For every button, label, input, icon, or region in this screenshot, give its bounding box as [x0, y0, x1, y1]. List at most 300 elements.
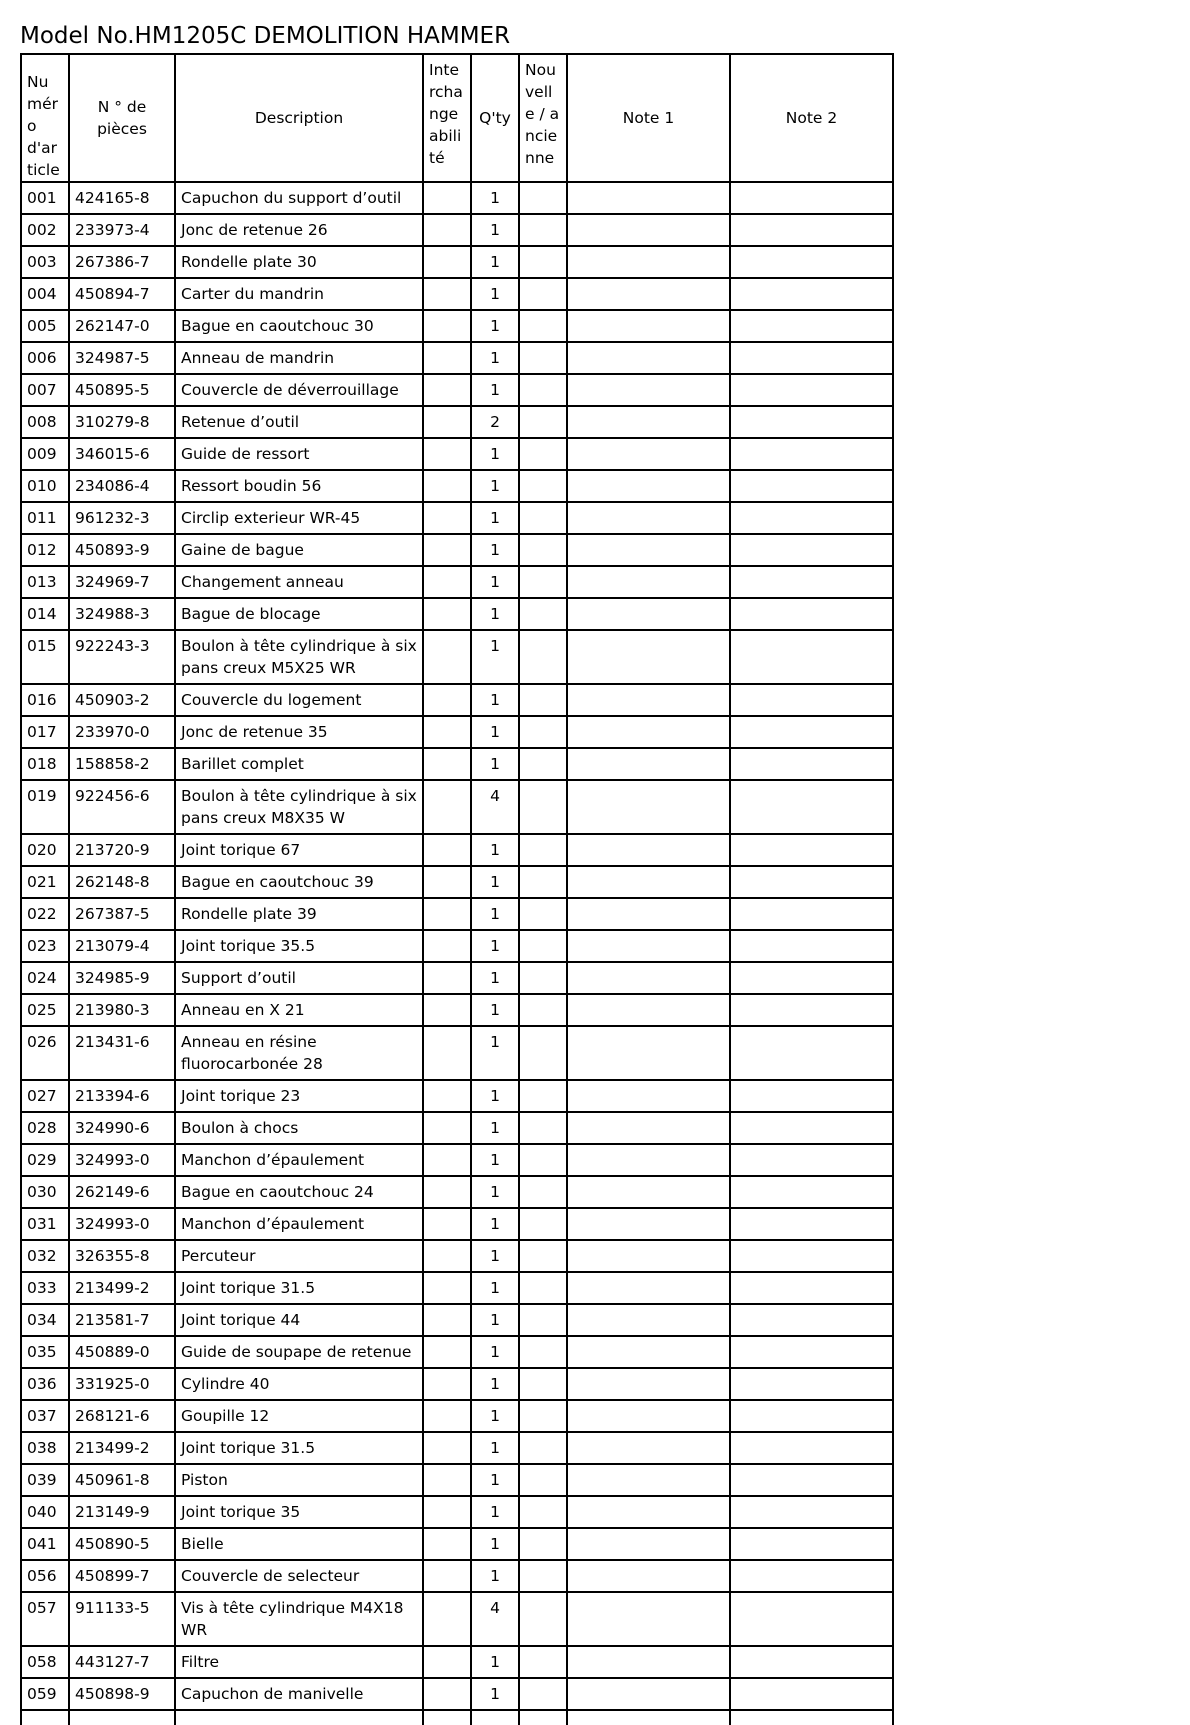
- table-row: [21, 1336, 893, 1368]
- note1-cell: [567, 1272, 730, 1304]
- item-no-cell: 020: [21, 834, 69, 866]
- part-no-cell: 450894-7: [69, 278, 175, 310]
- qty-cell: 1: [471, 1208, 519, 1240]
- header-row: [21, 54, 893, 182]
- table-row: [21, 1304, 893, 1336]
- interchangeability-cell: [423, 994, 471, 1026]
- note2-cell: [730, 342, 893, 374]
- new-old-cell: [519, 930, 567, 962]
- table-row: [21, 930, 893, 962]
- note2-cell: [730, 994, 893, 1026]
- note1-cell: [567, 1080, 730, 1112]
- qty-cell: 4: [471, 780, 519, 834]
- interchangeability-cell: [423, 1208, 471, 1240]
- qty-cell: 1: [471, 1304, 519, 1336]
- table-row: [21, 962, 893, 994]
- note2-cell: [730, 1240, 893, 1272]
- qty-cell: 1: [471, 470, 519, 502]
- qty-cell: 1: [471, 1528, 519, 1560]
- part-no-cell: 443127-7: [69, 1646, 175, 1678]
- qty-cell: 1: [471, 502, 519, 534]
- description-cell: Filtre: [175, 1646, 423, 1678]
- qty-cell: 1: [471, 246, 519, 278]
- item-no-cell: 012: [21, 534, 69, 566]
- note2-cell: [730, 1112, 893, 1144]
- interchangeability-cell: [423, 1144, 471, 1176]
- note1-cell: [567, 684, 730, 716]
- description-cell: Retenue d’outil: [175, 406, 423, 438]
- qty-cell: 1: [471, 566, 519, 598]
- table-row: [21, 1400, 893, 1432]
- part-no-cell: 268121-6: [69, 1400, 175, 1432]
- note2-cell: [730, 1304, 893, 1336]
- part-no-cell: 213499-2: [69, 1272, 175, 1304]
- item-no-cell: 034: [21, 1304, 69, 1336]
- note1-cell: [567, 438, 730, 470]
- new-old-cell: [519, 866, 567, 898]
- qty-cell: 1: [471, 1646, 519, 1678]
- item-no-cell: 024: [21, 962, 69, 994]
- table-row: [21, 1026, 893, 1080]
- interchangeability-cell: [423, 834, 471, 866]
- item-no-cell: 013: [21, 566, 69, 598]
- item-no-cell: 035: [21, 1336, 69, 1368]
- interchangeability-cell: [423, 534, 471, 566]
- part-no-cell: 158858-2: [69, 748, 175, 780]
- interchangeability-cell: [423, 1336, 471, 1368]
- table-row: [21, 1208, 893, 1240]
- qty-cell: 1: [471, 930, 519, 962]
- qty-cell: 1: [471, 898, 519, 930]
- qty-cell: 1: [471, 182, 519, 214]
- description-cell: Support d’outil: [175, 962, 423, 994]
- part-no-cell: 450899-7: [69, 1560, 175, 1592]
- new-old-cell: [519, 1464, 567, 1496]
- table-row: [21, 898, 893, 930]
- note1-cell: [567, 962, 730, 994]
- item-no-cell: 011: [21, 502, 69, 534]
- part-no-cell: 310279-8: [69, 406, 175, 438]
- item-no-cell: 017: [21, 716, 69, 748]
- interchangeability-cell: [423, 898, 471, 930]
- item-no-cell: 036: [21, 1368, 69, 1400]
- interchangeability-cell: [423, 866, 471, 898]
- note1-cell: [567, 1646, 730, 1678]
- note2-cell: [730, 834, 893, 866]
- part-no-cell: 450961-8: [69, 1464, 175, 1496]
- description-cell: Percuteur: [175, 1240, 423, 1272]
- interchangeability-cell: [423, 438, 471, 470]
- new-old-cell: [519, 630, 567, 684]
- note2-cell: [730, 1368, 893, 1400]
- item-no-cell: 031: [21, 1208, 69, 1240]
- interchangeability-cell: [423, 502, 471, 534]
- note1-cell: [567, 182, 730, 214]
- note1-cell: [567, 930, 730, 962]
- qty-cell: 1: [471, 342, 519, 374]
- interchangeability-cell: [423, 748, 471, 780]
- new-old-cell: [519, 1400, 567, 1432]
- part-no-cell: 450893-9: [69, 534, 175, 566]
- qty-cell: 1: [471, 1336, 519, 1368]
- part-no-cell: 922456-6: [69, 780, 175, 834]
- note1-cell: [567, 716, 730, 748]
- table-row: [21, 1144, 893, 1176]
- note1-cell: [567, 1304, 730, 1336]
- interchangeability-cell: [423, 1528, 471, 1560]
- table-row: [21, 1080, 893, 1112]
- item-no-cell: 005: [21, 310, 69, 342]
- note1-cell: [567, 1528, 730, 1560]
- table-row: [21, 1368, 893, 1400]
- note2-cell: [730, 310, 893, 342]
- description-cell: Capuchon du support d’outil: [175, 182, 423, 214]
- description-cell: Manchon d’épaulement: [175, 1144, 423, 1176]
- new-old-cell: [519, 1112, 567, 1144]
- part-no-cell: 213079-4: [69, 930, 175, 962]
- note1-cell: [567, 1208, 730, 1240]
- item-no-cell: 025: [21, 994, 69, 1026]
- table-row: [21, 1592, 893, 1646]
- item-no-cell: 010: [21, 470, 69, 502]
- empty-cell: [69, 1710, 175, 1725]
- header-note1: Note 1: [567, 54, 730, 182]
- qty-cell: 1: [471, 834, 519, 866]
- table-row: [21, 1646, 893, 1678]
- description-cell: Boulon à chocs: [175, 1112, 423, 1144]
- interchangeability-cell: [423, 470, 471, 502]
- note1-cell: [567, 1176, 730, 1208]
- new-old-cell: [519, 342, 567, 374]
- interchangeability-cell: [423, 246, 471, 278]
- document-title: Model No.HM1205C DEMOLITION HAMMER: [20, 23, 511, 49]
- note2-cell: [730, 1560, 893, 1592]
- note2-cell: [730, 962, 893, 994]
- qty-cell: 1: [471, 1272, 519, 1304]
- description-cell: Vis à tête cylindrique M4X18 WR: [175, 1592, 423, 1646]
- item-no-cell: 003: [21, 246, 69, 278]
- item-no-cell: 056: [21, 1560, 69, 1592]
- item-no-cell: 040: [21, 1496, 69, 1528]
- new-old-cell: [519, 470, 567, 502]
- qty-cell: 1: [471, 1240, 519, 1272]
- note2-cell: [730, 470, 893, 502]
- part-no-cell: 234086-4: [69, 470, 175, 502]
- note2-cell: [730, 898, 893, 930]
- table-row: [21, 214, 893, 246]
- header-description: Description: [175, 54, 423, 182]
- item-no-cell: 015: [21, 630, 69, 684]
- part-no-cell: 262148-8: [69, 866, 175, 898]
- table-row: [21, 994, 893, 1026]
- interchangeability-cell: [423, 1240, 471, 1272]
- note2-cell: [730, 1528, 893, 1560]
- interchangeability-cell: [423, 182, 471, 214]
- new-old-cell: [519, 834, 567, 866]
- note1-cell: [567, 748, 730, 780]
- description-cell: Changement anneau: [175, 566, 423, 598]
- note1-cell: [567, 502, 730, 534]
- new-old-cell: [519, 1026, 567, 1080]
- qty-cell: 1: [471, 1464, 519, 1496]
- note1-cell: [567, 406, 730, 438]
- item-no-cell: 006: [21, 342, 69, 374]
- description-cell: Bague en caoutchouc 39: [175, 866, 423, 898]
- note2-cell: [730, 866, 893, 898]
- description-cell: Guide de soupape de retenue: [175, 1336, 423, 1368]
- interchangeability-cell: [423, 1368, 471, 1400]
- new-old-cell: [519, 1592, 567, 1646]
- new-old-cell: [519, 1368, 567, 1400]
- description-cell: Barillet complet: [175, 748, 423, 780]
- qty-cell: 1: [471, 534, 519, 566]
- item-no-cell: 032: [21, 1240, 69, 1272]
- new-old-cell: [519, 994, 567, 1026]
- item-no-cell: 023: [21, 930, 69, 962]
- interchangeability-cell: [423, 1026, 471, 1080]
- description-cell: Anneau en X 21: [175, 994, 423, 1026]
- note2-cell: [730, 214, 893, 246]
- new-old-cell: [519, 182, 567, 214]
- qty-cell: 1: [471, 748, 519, 780]
- qty-cell: 1: [471, 1432, 519, 1464]
- part-no-cell: 450895-5: [69, 374, 175, 406]
- part-no-cell: 450903-2: [69, 684, 175, 716]
- qty-cell: 1: [471, 630, 519, 684]
- part-no-cell: 324993-0: [69, 1144, 175, 1176]
- item-no-cell: 029: [21, 1144, 69, 1176]
- interchangeability-cell: [423, 1272, 471, 1304]
- description-cell: Joint torique 35.5: [175, 930, 423, 962]
- description-cell: Jonc de retenue 26: [175, 214, 423, 246]
- description-cell: Bague de blocage: [175, 598, 423, 630]
- note1-cell: [567, 1368, 730, 1400]
- description-cell: Circlip exterieur WR-45: [175, 502, 423, 534]
- interchangeability-cell: [423, 1304, 471, 1336]
- new-old-cell: [519, 780, 567, 834]
- note2-cell: [730, 534, 893, 566]
- table-row: [21, 1176, 893, 1208]
- interchangeability-cell: [423, 214, 471, 246]
- table-row: [21, 566, 893, 598]
- note2-cell: [730, 1026, 893, 1080]
- item-no-cell: 028: [21, 1112, 69, 1144]
- new-old-cell: [519, 1336, 567, 1368]
- note2-cell: [730, 1336, 893, 1368]
- note1-cell: [567, 598, 730, 630]
- table-row: [21, 406, 893, 438]
- note1-cell: [567, 1560, 730, 1592]
- note2-cell: [730, 406, 893, 438]
- description-cell: Capuchon de manivelle: [175, 1678, 423, 1710]
- description-cell: Anneau en résine fluorocarbonée 28: [175, 1026, 423, 1080]
- table-row: [21, 630, 893, 684]
- item-no-cell: 001: [21, 182, 69, 214]
- interchangeability-cell: [423, 684, 471, 716]
- note1-cell: [567, 1496, 730, 1528]
- qty-cell: 1: [471, 1400, 519, 1432]
- new-old-cell: [519, 898, 567, 930]
- table-row: [21, 182, 893, 214]
- table-row: [21, 1560, 893, 1592]
- part-no-cell: 324993-0: [69, 1208, 175, 1240]
- description-cell: Couvercle de selecteur: [175, 1560, 423, 1592]
- item-no-cell: 038: [21, 1432, 69, 1464]
- part-no-cell: 213581-7: [69, 1304, 175, 1336]
- description-cell: Gaine de bague: [175, 534, 423, 566]
- note2-cell: [730, 502, 893, 534]
- new-old-cell: [519, 1528, 567, 1560]
- qty-cell: 1: [471, 598, 519, 630]
- note2-cell: [730, 930, 893, 962]
- header-interchangeability: Interchangeabilité: [423, 54, 471, 182]
- interchangeability-cell: [423, 1496, 471, 1528]
- new-old-cell: [519, 962, 567, 994]
- part-no-cell: 324985-9: [69, 962, 175, 994]
- interchangeability-cell: [423, 630, 471, 684]
- note1-cell: [567, 630, 730, 684]
- item-no-cell: 016: [21, 684, 69, 716]
- note2-cell: [730, 780, 893, 834]
- description-cell: Guide de ressort: [175, 438, 423, 470]
- note2-cell: [730, 1646, 893, 1678]
- empty-cell: [567, 1710, 730, 1725]
- item-no-cell: 030: [21, 1176, 69, 1208]
- note1-cell: [567, 470, 730, 502]
- header-item-no: Numéro d'article: [21, 54, 69, 182]
- item-no-cell: 014: [21, 598, 69, 630]
- item-no-cell: 008: [21, 406, 69, 438]
- new-old-cell: [519, 214, 567, 246]
- part-no-cell: 213499-2: [69, 1432, 175, 1464]
- table-row: [21, 1528, 893, 1560]
- interchangeability-cell: [423, 1592, 471, 1646]
- description-cell: Boulon à tête cylindrique à six pans creux M8X35 W: [175, 780, 423, 834]
- part-no-cell: 346015-6: [69, 438, 175, 470]
- description-cell: Joint torique 67: [175, 834, 423, 866]
- note1-cell: [567, 374, 730, 406]
- empty-cell: [471, 1710, 519, 1725]
- interchangeability-cell: [423, 598, 471, 630]
- note2-cell: [730, 1592, 893, 1646]
- table-row: [21, 684, 893, 716]
- qty-cell: 1: [471, 962, 519, 994]
- item-no-cell: 022: [21, 898, 69, 930]
- description-cell: Couvercle du logement: [175, 684, 423, 716]
- item-no-cell: 057: [21, 1592, 69, 1646]
- table-row: [21, 246, 893, 278]
- new-old-cell: [519, 598, 567, 630]
- empty-cell: [423, 1710, 471, 1725]
- table-row: [21, 278, 893, 310]
- new-old-cell: [519, 1272, 567, 1304]
- table-row: [21, 502, 893, 534]
- qty-cell: 1: [471, 1112, 519, 1144]
- part-no-cell: 324969-7: [69, 566, 175, 598]
- description-cell: Goupille 12: [175, 1400, 423, 1432]
- note2-cell: [730, 182, 893, 214]
- empty-cell: [730, 1710, 893, 1725]
- note1-cell: [567, 1240, 730, 1272]
- table-row: [21, 1432, 893, 1464]
- qty-cell: 1: [471, 684, 519, 716]
- part-no-cell: 213149-9: [69, 1496, 175, 1528]
- note2-cell: [730, 278, 893, 310]
- part-no-cell: 213720-9: [69, 834, 175, 866]
- table-row: [21, 374, 893, 406]
- note2-cell: [730, 374, 893, 406]
- interchangeability-cell: [423, 1176, 471, 1208]
- note2-cell: [730, 246, 893, 278]
- item-no-cell: 033: [21, 1272, 69, 1304]
- qty-cell: 1: [471, 214, 519, 246]
- interchangeability-cell: [423, 1560, 471, 1592]
- qty-cell: 1: [471, 1176, 519, 1208]
- new-old-cell: [519, 716, 567, 748]
- parts-table: [20, 53, 894, 1725]
- note1-cell: [567, 534, 730, 566]
- item-no-cell: 037: [21, 1400, 69, 1432]
- new-old-cell: [519, 438, 567, 470]
- table-row: [21, 470, 893, 502]
- item-no-cell: 002: [21, 214, 69, 246]
- description-cell: Manchon d’épaulement: [175, 1208, 423, 1240]
- table-row: [21, 1112, 893, 1144]
- item-no-cell: 059: [21, 1678, 69, 1710]
- interchangeability-cell: [423, 406, 471, 438]
- interchangeability-cell: [423, 1400, 471, 1432]
- interchangeability-cell: [423, 962, 471, 994]
- qty-cell: 4: [471, 1592, 519, 1646]
- table-row: [21, 438, 893, 470]
- table-row: [21, 716, 893, 748]
- new-old-cell: [519, 1176, 567, 1208]
- table-row: [21, 866, 893, 898]
- note1-cell: [567, 1336, 730, 1368]
- interchangeability-cell: [423, 374, 471, 406]
- new-old-cell: [519, 246, 567, 278]
- note1-cell: [567, 1400, 730, 1432]
- qty-cell: 1: [471, 1368, 519, 1400]
- note1-cell: [567, 310, 730, 342]
- description-cell: Bague en caoutchouc 30: [175, 310, 423, 342]
- part-no-cell: 267386-7: [69, 246, 175, 278]
- new-old-cell: [519, 1432, 567, 1464]
- note1-cell: [567, 214, 730, 246]
- qty-cell: 1: [471, 374, 519, 406]
- new-old-cell: [519, 1144, 567, 1176]
- table-row: [21, 748, 893, 780]
- note2-cell: [730, 1080, 893, 1112]
- description-cell: Bague en caoutchouc 24: [175, 1176, 423, 1208]
- interchangeability-cell: [423, 716, 471, 748]
- qty-cell: 1: [471, 1496, 519, 1528]
- description-cell: Couvercle de déverrouillage: [175, 374, 423, 406]
- part-no-cell: 324987-5: [69, 342, 175, 374]
- note2-cell: [730, 1464, 893, 1496]
- new-old-cell: [519, 1304, 567, 1336]
- note1-cell: [567, 1112, 730, 1144]
- table-row: [21, 1464, 893, 1496]
- description-cell: Rondelle plate 30: [175, 246, 423, 278]
- header-qty: Q'ty: [471, 54, 519, 182]
- note2-cell: [730, 684, 893, 716]
- item-no-cell: 004: [21, 278, 69, 310]
- part-no-cell: 262147-0: [69, 310, 175, 342]
- part-no-cell: 326355-8: [69, 1240, 175, 1272]
- note2-cell: [730, 1272, 893, 1304]
- qty-cell: 1: [471, 1678, 519, 1710]
